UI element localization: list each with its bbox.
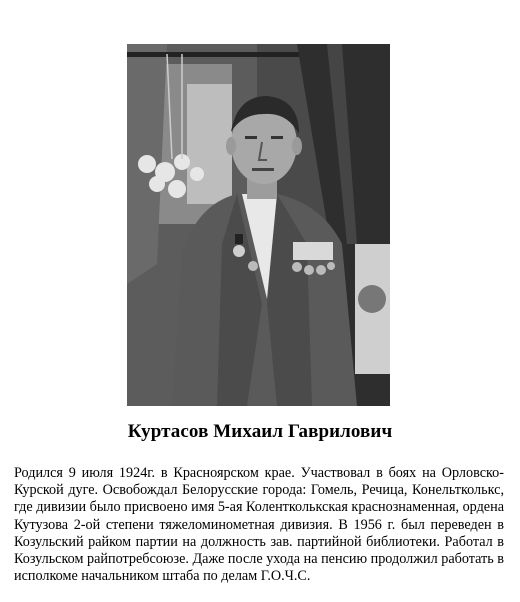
person-name: Куртасов Михаил Гаврилович [127,421,393,442]
portrait-photo [127,44,390,406]
biography-text: Родился 9 июля 1924г. в Красноярском крае. Участвовал в боях на Орловско-Курской дуге. Освобождал Белорусские города: Гомель, Речица, Конельтколькс, где дивизии было присвоено имя 5-ая Колентколькская краснознаменная, ордена Кутузова 2-ой степени тяжеломинометная дивизия. В 1956 г. был переведен в Козульский райком партии на должность зав. партийной библиотеки. Работал в Козульском райпотребсоюзе. Даже после ухода на пенсию продолжил работать в исполкоме начальником штаба по делам Г.О.Ч.С. [14,465,504,585]
